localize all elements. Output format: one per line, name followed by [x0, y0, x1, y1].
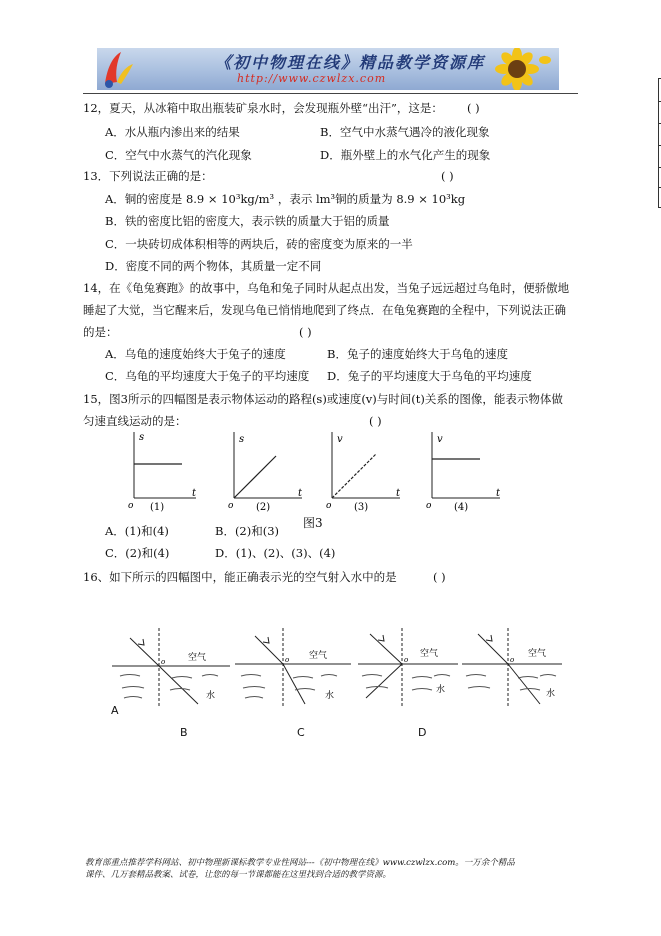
- q14-option-a: A．乌龟的速度始终大于兔子的速度: [105, 347, 286, 361]
- q15-option-c: C．(2)和(4): [105, 546, 170, 560]
- q14-option-d: D．兔子的平均速度大于乌龟的平均速度: [327, 369, 532, 383]
- q12-stem: 12，夏天，从冰箱中取出瓶装矿泉水时，会发现瓶外壁“出汗”，这是：: [83, 101, 443, 115]
- diagram-d-water-label: 水: [546, 689, 556, 699]
- footer-line-2: 课件、几万套精品教案、试卷，让您的每一节课都能在这里找到合适的教学资源。: [85, 870, 392, 880]
- graph-4: [424, 428, 502, 514]
- graph-1: [126, 428, 196, 514]
- header-rule: [83, 93, 578, 94]
- q15-answer-paren: ( ): [369, 414, 382, 428]
- q15-option-b: B．(2)和(3): [215, 524, 280, 538]
- graph-2-line: [234, 456, 276, 498]
- graph-2-origin: o: [228, 501, 234, 511]
- diagram-label-c: C: [297, 726, 305, 739]
- diagram-b-origin: o: [285, 656, 290, 664]
- graph-3-line: [332, 454, 376, 498]
- q15-option-d: D．(1)、(2)、(3)、(4): [215, 546, 336, 560]
- diagram-a-water-label: 水: [206, 691, 216, 701]
- q16-answer-paren: ( ): [433, 570, 446, 584]
- refraction-diagram-d: [460, 626, 564, 708]
- diagram-c-air-label: 空气: [420, 649, 439, 659]
- sunflower-icon: [487, 48, 553, 90]
- graph-2-caption: (2): [256, 502, 271, 513]
- graph-4-ylabel: v: [437, 434, 443, 445]
- diagram-c-water-label: 水: [436, 685, 446, 695]
- q12-option-d: D．瓶外壁上的水气化产生的现象: [320, 148, 491, 162]
- diagram-label-d: D: [418, 726, 427, 739]
- diagram-b-water-label: 水: [325, 691, 335, 701]
- q14-stem-line3: 的是：: [83, 325, 118, 339]
- graph-4-xlabel: t: [496, 488, 501, 499]
- diagram-a-origin: o: [161, 658, 166, 666]
- figure-3-caption: 图3: [303, 516, 323, 530]
- refraction-diagram-a: [112, 626, 232, 708]
- q12-answer-paren: ( ): [467, 101, 480, 115]
- q13-option-b: B．铁的密度比铝的密度大，表示铁的质量大于铝的质量: [105, 214, 390, 228]
- banner-url[interactable]: http://www.czwlzx.com: [237, 72, 387, 85]
- diagram-b-air-label: 空气: [309, 651, 328, 661]
- q15-stem-line2: 匀速直线运动的是：: [83, 414, 187, 428]
- logo-icon: [99, 48, 135, 90]
- graph-3-xlabel: t: [396, 488, 401, 499]
- diagram-label-a: A: [111, 704, 119, 717]
- q13-stem: 13．下列说法正确的是：: [83, 169, 213, 183]
- q12-option-c: C．空气中水蒸气的汽化现象: [105, 148, 252, 162]
- graph-4-origin: o: [426, 501, 432, 511]
- q13-option-a: A．铜的密度是 8.9 × 10³kg/m³ ，表示 lm³铜的质量为 8.9 × 10³kg: [105, 192, 466, 206]
- q13-answer-paren: ( ): [441, 169, 454, 183]
- graph-2-xlabel: t: [298, 488, 303, 499]
- diagram-c-origin: o: [404, 656, 409, 664]
- q14-stem-line2: 睡起了大觉，当它醒来后，发现乌龟已悄悄地爬到了终点．在龟兔赛跑的全程中，下列说法正确: [83, 303, 566, 317]
- graph-3: [324, 428, 402, 514]
- page-footer: [85, 857, 585, 881]
- graph-1-origin: o: [128, 501, 134, 511]
- diagram-a-air-label: 空气: [188, 653, 207, 663]
- q15-stem-line1: 15，图3所示的四幅图是表示物体运动的路程(s)或速度(v)与时间(t)关系的图像，能表示物体做: [83, 392, 563, 406]
- footer-line-1: 教育部重点推荐学科网站、初中物理新课标教学专业性网站---《初中物理在线》www.czwlzx.com。一万余个精品: [85, 858, 515, 868]
- banner-title: 《初中物理在线》精品教学资源库: [215, 53, 486, 72]
- refraction-diagram-b: [233, 626, 353, 708]
- graph-2: [226, 428, 304, 514]
- q12-option-a: A．水从瓶内渗出来的结果: [105, 125, 240, 139]
- graph-3-origin: o: [326, 501, 332, 511]
- q13-option-d: D．密度不同的两个物体，其质量一定不同: [105, 259, 322, 273]
- diagram-d-air-label: 空气: [528, 649, 547, 659]
- graph-1-xlabel: t: [192, 488, 196, 499]
- q16-stem: 16、如下所示的四幅图中，能正确表示光的空气射入水中的是: [83, 570, 397, 584]
- diagram-d-origin: o: [510, 656, 515, 664]
- graph-1-ylabel: s: [139, 432, 145, 443]
- q12-option-b: B．空气中水蒸气遇冷的液化现象: [320, 125, 490, 139]
- q14-option-c: C．乌龟的平均速度大于兔子的平均速度: [105, 369, 310, 383]
- q13-option-c: C．一块砖切成体积相等的两块后，砖的密度变为原来的一半: [105, 237, 413, 251]
- diagram-label-b: B: [180, 726, 188, 739]
- header-banner: [97, 48, 559, 90]
- graph-2-ylabel: s: [239, 434, 245, 445]
- graph-3-caption: (3): [354, 502, 369, 513]
- graph-4-caption: (4): [454, 502, 469, 513]
- refraction-diagram-c: [356, 626, 460, 708]
- graph-1-caption: (1): [150, 502, 165, 513]
- q14-option-b: B．兔子的速度始终大于乌龟的速度: [327, 347, 508, 361]
- q14-answer-paren: ( ): [299, 325, 312, 339]
- q14-stem-line1: 14，在《龟兔赛跑》的故事中，乌龟和兔子同时从起点出发，当兔子远远超过乌龟时，便骄傲地: [83, 281, 570, 295]
- q15-option-a: A．(1)和(4): [105, 524, 169, 538]
- graph-3-ylabel: v: [337, 434, 343, 445]
